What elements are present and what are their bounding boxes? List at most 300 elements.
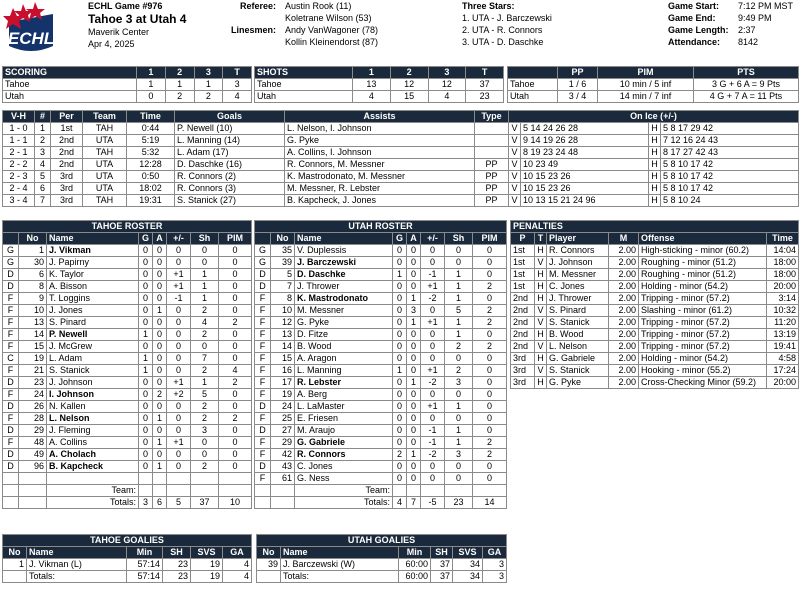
player-position: D bbox=[255, 425, 271, 437]
goalie-svs: 19 bbox=[191, 559, 223, 571]
penalties-title: PENALTIES bbox=[511, 221, 799, 233]
player-shots: 2 bbox=[191, 401, 219, 413]
player-plus-minus: +1 bbox=[421, 365, 445, 377]
total-assists: 6 bbox=[153, 497, 167, 509]
col-header: # bbox=[35, 111, 51, 123]
player-shots: 1 bbox=[191, 377, 219, 389]
player-goals: 0 bbox=[393, 401, 407, 413]
player-shots: 0 bbox=[445, 473, 473, 485]
table-cell: 0:50 bbox=[127, 171, 175, 183]
player-position: F bbox=[255, 353, 271, 365]
table-cell: H bbox=[649, 195, 661, 207]
table-cell: 14 min / 7 inf bbox=[598, 91, 694, 103]
player-goals: 0 bbox=[393, 341, 407, 353]
player-number: 5 bbox=[271, 269, 295, 281]
table-cell: 37 bbox=[466, 79, 504, 91]
player-goals: 1 bbox=[139, 329, 153, 341]
player-assists: 1 bbox=[407, 449, 421, 461]
player-plus-minus: 0 bbox=[167, 257, 191, 269]
table-cell: 1st bbox=[511, 257, 535, 269]
star-1: 1. UTA - J. Barczewski bbox=[462, 13, 552, 23]
player-position: D bbox=[255, 281, 271, 293]
col-header: PIM bbox=[598, 67, 694, 79]
table-row bbox=[508, 91, 799, 103]
info-label: Attendance: bbox=[668, 37, 721, 47]
player-pim: 0 bbox=[473, 329, 507, 341]
player-pim: 0 bbox=[473, 473, 507, 485]
col-header: Min bbox=[127, 547, 163, 559]
table-cell: 5 bbox=[35, 171, 51, 183]
table-cell: 13 bbox=[353, 79, 391, 91]
player-goals: 0 bbox=[139, 401, 153, 413]
player-assists: 0 bbox=[153, 365, 167, 377]
referee-1: Austin Rook (11) bbox=[285, 1, 352, 11]
info-label: Game End: bbox=[668, 13, 716, 23]
player-pim: 0 bbox=[219, 437, 252, 449]
table-cell: V bbox=[509, 123, 521, 135]
col-header: Sh bbox=[191, 233, 219, 245]
table-cell: 12:28 bbox=[127, 159, 175, 171]
roster-row bbox=[255, 449, 507, 461]
roster-row bbox=[3, 329, 252, 341]
table-cell: K. Mastrodonato, M. Messner bbox=[285, 171, 475, 183]
player-pim: 0 bbox=[473, 257, 507, 269]
tahoe-goalies-title: TAHOE GOALIES bbox=[3, 535, 252, 547]
goals-body bbox=[3, 123, 799, 207]
table-row bbox=[3, 147, 799, 159]
player-goals: 0 bbox=[393, 245, 407, 257]
player-goals: 0 bbox=[139, 281, 153, 293]
player-pim: 0 bbox=[219, 245, 252, 257]
player-position: D bbox=[3, 281, 19, 293]
player-assists: 0 bbox=[153, 281, 167, 293]
goals-table bbox=[2, 110, 799, 207]
player-plus-minus: 0 bbox=[421, 473, 445, 485]
table-cell: J. Johnson bbox=[547, 257, 609, 269]
player-position: F bbox=[255, 473, 271, 485]
player-name: M. Araujo bbox=[295, 425, 393, 437]
player-number: 9 bbox=[19, 293, 47, 305]
player-position: D bbox=[255, 269, 271, 281]
player-assists: 0 bbox=[153, 353, 167, 365]
table-cell: Roughing - minor (51.2) bbox=[639, 269, 767, 281]
player-assists: 0 bbox=[153, 377, 167, 389]
player-pim: 2 bbox=[219, 377, 252, 389]
player-shots: 1 bbox=[191, 293, 219, 305]
player-shots: 3 bbox=[445, 377, 473, 389]
player-goals: 0 bbox=[393, 437, 407, 449]
col-header: 1 bbox=[137, 67, 166, 79]
table-cell: V bbox=[535, 257, 547, 269]
player-name: A. Cholach bbox=[47, 449, 139, 461]
player-pim: 2 bbox=[473, 281, 507, 293]
table-cell: 12 bbox=[390, 79, 428, 91]
player-plus-minus: 0 bbox=[167, 365, 191, 377]
col-header: 3 bbox=[428, 67, 466, 79]
player-pim: 0 bbox=[219, 293, 252, 305]
game-date: Apr 4, 2025 bbox=[88, 39, 135, 49]
player-plus-minus: +2 bbox=[167, 389, 191, 401]
player-goals: 0 bbox=[139, 317, 153, 329]
table-cell: 2nd bbox=[51, 147, 83, 159]
table-cell: 5:19 bbox=[127, 135, 175, 147]
roster-row bbox=[3, 461, 252, 473]
player-name: V. Duplessis bbox=[295, 245, 393, 257]
player-pim: 0 bbox=[219, 305, 252, 317]
pp-header bbox=[508, 67, 799, 79]
player-goals: 0 bbox=[393, 389, 407, 401]
empty-cell bbox=[191, 485, 219, 497]
col-header: PIM bbox=[219, 233, 252, 245]
table-cell: J. Thrower bbox=[547, 293, 609, 305]
player-position: F bbox=[3, 329, 19, 341]
player-name: J. Johnson bbox=[47, 377, 139, 389]
col-header: A bbox=[153, 233, 167, 245]
player-name: A. Bisson bbox=[47, 281, 139, 293]
player-assists: 0 bbox=[153, 401, 167, 413]
roster-row bbox=[255, 437, 507, 449]
player-goals: 1 bbox=[139, 365, 153, 377]
player-assists: 0 bbox=[407, 245, 421, 257]
player-goals: 0 bbox=[139, 293, 153, 305]
player-shots: 0 bbox=[445, 245, 473, 257]
player-goals: 0 bbox=[393, 473, 407, 485]
goalie-min: 57:14 bbox=[127, 559, 163, 571]
table-cell: 5 14 24 26 28 bbox=[521, 123, 649, 135]
player-position: D bbox=[255, 461, 271, 473]
table-cell: 2 bbox=[165, 91, 194, 103]
roster-row bbox=[3, 437, 252, 449]
player-name: B. Kapcheck bbox=[47, 461, 139, 473]
empty-cell bbox=[3, 485, 19, 497]
scoring-table bbox=[2, 66, 252, 103]
empty-cell bbox=[255, 497, 271, 509]
col-header: 2 bbox=[390, 67, 428, 79]
table-cell: Cross-Checking Minor (59.2) bbox=[639, 377, 767, 389]
table-cell bbox=[475, 123, 509, 135]
table-cell: 1 - 1 bbox=[3, 135, 35, 147]
goalie-name: J. Barczewski (W) bbox=[281, 559, 399, 571]
roster-row bbox=[3, 473, 252, 485]
player-number: 19 bbox=[19, 353, 47, 365]
table-cell: V bbox=[509, 171, 521, 183]
game-number: ECHL Game #976 bbox=[88, 1, 163, 11]
total-plus-minus: -5 bbox=[421, 497, 445, 509]
svg-text:ECHL: ECHL bbox=[7, 29, 55, 48]
goalie-row bbox=[257, 559, 507, 571]
col-header: No bbox=[19, 233, 47, 245]
table-cell: S. Stanick (27) bbox=[175, 195, 285, 207]
player-position: G bbox=[255, 245, 271, 257]
player-goals: 0 bbox=[393, 257, 407, 269]
table-row bbox=[511, 365, 799, 377]
table-cell: PP bbox=[475, 183, 509, 195]
player-assists: 0 bbox=[407, 389, 421, 401]
table-cell: 2nd bbox=[511, 341, 535, 353]
roster-row bbox=[255, 413, 507, 425]
col-header: Team bbox=[83, 111, 127, 123]
table-cell: 3rd bbox=[51, 183, 83, 195]
table-cell: 4 bbox=[428, 91, 466, 103]
table-cell: R. Connors (2) bbox=[175, 171, 285, 183]
table-cell: 4:58 bbox=[767, 353, 799, 365]
table-cell: H bbox=[535, 329, 547, 341]
player-name: D. Daschke bbox=[295, 269, 393, 281]
player-position: F bbox=[3, 365, 19, 377]
scoring-body bbox=[3, 79, 252, 103]
table-cell: TAH bbox=[83, 147, 127, 159]
player-plus-minus: +1 bbox=[167, 281, 191, 293]
roster-row bbox=[3, 389, 252, 401]
player-position: F bbox=[3, 305, 19, 317]
player-number: 12 bbox=[271, 317, 295, 329]
table-cell: 10:32 bbox=[767, 305, 799, 317]
player-number: 8 bbox=[19, 281, 47, 293]
player-number: 39 bbox=[271, 257, 295, 269]
player-name: A. Collins bbox=[47, 437, 139, 449]
matchup-title: Tahoe 3 at Utah 4 bbox=[88, 12, 187, 26]
table-cell: H bbox=[649, 147, 661, 159]
player-assists: 0 bbox=[407, 401, 421, 413]
player-shots: 1 bbox=[445, 437, 473, 449]
total-shots: 37 bbox=[191, 497, 219, 509]
empty-cell bbox=[19, 473, 47, 485]
player-name: J. Vikman bbox=[47, 245, 139, 257]
player-position: F bbox=[255, 293, 271, 305]
player-plus-minus: 0 bbox=[421, 413, 445, 425]
player-shots: 0 bbox=[191, 245, 219, 257]
player-pim: 2 bbox=[473, 305, 507, 317]
player-name: J. McGrew bbox=[47, 341, 139, 353]
player-shots: 1 bbox=[445, 401, 473, 413]
player-pim: 0 bbox=[473, 413, 507, 425]
tahoe-roster-title: TAHOE ROSTER bbox=[3, 221, 252, 233]
player-assists: 0 bbox=[153, 425, 167, 437]
table-cell: 19:31 bbox=[127, 195, 175, 207]
total-plus-minus: 5 bbox=[167, 497, 191, 509]
table-cell: V bbox=[535, 365, 547, 377]
player-number: 42 bbox=[271, 449, 295, 461]
player-number: 6 bbox=[19, 269, 47, 281]
totals-label: Totals: bbox=[27, 571, 127, 583]
total-min: 57:14 bbox=[127, 571, 163, 583]
player-shots: 0 bbox=[191, 437, 219, 449]
shots-table bbox=[254, 66, 504, 103]
utah-goalies-title: UTAH GOALIES bbox=[257, 535, 507, 547]
player-number: 49 bbox=[19, 449, 47, 461]
player-name: A. Berg bbox=[295, 389, 393, 401]
table-cell: Utah bbox=[3, 91, 137, 103]
player-shots: 0 bbox=[445, 461, 473, 473]
table-cell: H bbox=[535, 269, 547, 281]
player-name: G. Gabriele bbox=[295, 437, 393, 449]
player-number: 24 bbox=[19, 389, 47, 401]
player-pim: 2 bbox=[473, 437, 507, 449]
player-plus-minus: -2 bbox=[421, 449, 445, 461]
goalie-totals-row bbox=[257, 571, 507, 583]
table-cell: 23 bbox=[466, 91, 504, 103]
player-name: J. Thrower bbox=[295, 281, 393, 293]
player-assists: 1 bbox=[407, 377, 421, 389]
table-cell: H bbox=[649, 171, 661, 183]
empty-cell bbox=[139, 485, 153, 497]
player-name: G. Pyke bbox=[295, 317, 393, 329]
col-header: GA bbox=[223, 547, 252, 559]
player-assists: 0 bbox=[153, 269, 167, 281]
roster-row bbox=[3, 353, 252, 365]
player-goals: 0 bbox=[139, 377, 153, 389]
table-cell: B. Wood bbox=[547, 329, 609, 341]
col-header: Player bbox=[547, 233, 609, 245]
player-position: F bbox=[3, 341, 19, 353]
player-pim: 0 bbox=[219, 389, 252, 401]
roster-row bbox=[255, 353, 507, 365]
player-shots: 2 bbox=[191, 329, 219, 341]
table-cell: M. Messner bbox=[547, 269, 609, 281]
utah-roster-table bbox=[254, 220, 507, 509]
player-name: S. Pinard bbox=[47, 317, 139, 329]
player-pim: 0 bbox=[219, 269, 252, 281]
player-name: N. Kallen bbox=[47, 401, 139, 413]
table-cell: Slashing - minor (61.2) bbox=[639, 305, 767, 317]
player-number: 13 bbox=[271, 329, 295, 341]
player-goals: 0 bbox=[393, 281, 407, 293]
player-number: 26 bbox=[19, 401, 47, 413]
player-plus-minus: +1 bbox=[167, 437, 191, 449]
player-pim: 0 bbox=[473, 353, 507, 365]
totals-label: Totals: bbox=[47, 497, 139, 509]
player-position: F bbox=[255, 389, 271, 401]
table-cell: 9 14 19 26 28 bbox=[521, 135, 649, 147]
player-number: 16 bbox=[271, 365, 295, 377]
table-cell: L. Nelson bbox=[547, 341, 609, 353]
total-svs: 19 bbox=[191, 571, 223, 583]
player-goals: 1 bbox=[393, 269, 407, 281]
player-name: G. Ness bbox=[295, 473, 393, 485]
total-sh: 23 bbox=[163, 571, 191, 583]
empty-cell bbox=[271, 485, 295, 497]
col-header bbox=[3, 233, 19, 245]
roster-row bbox=[3, 425, 252, 437]
pp-table bbox=[507, 66, 799, 103]
col-header: Name bbox=[295, 233, 393, 245]
player-shots: 2 bbox=[191, 365, 219, 377]
player-number: 10 bbox=[19, 305, 47, 317]
col-header: SHOTS bbox=[255, 67, 353, 79]
col-header: Time bbox=[127, 111, 175, 123]
table-cell: 2nd bbox=[511, 317, 535, 329]
player-pim: 0 bbox=[219, 425, 252, 437]
table-cell: V bbox=[509, 135, 521, 147]
col-header: +/- bbox=[421, 233, 445, 245]
roster-row bbox=[255, 269, 507, 281]
table-cell bbox=[475, 135, 509, 147]
player-position: G bbox=[255, 257, 271, 269]
player-name: T. Loggins bbox=[47, 293, 139, 305]
player-assists: 3 bbox=[407, 305, 421, 317]
player-assists: 0 bbox=[407, 473, 421, 485]
table-cell bbox=[475, 147, 509, 159]
table-cell: A. Collins, I. Johnson bbox=[285, 147, 475, 159]
table-cell: 3 / 4 bbox=[558, 91, 598, 103]
table-cell: 7 bbox=[35, 195, 51, 207]
table-cell: 19:41 bbox=[767, 341, 799, 353]
col-header: Name bbox=[281, 547, 399, 559]
player-goals: 1 bbox=[139, 353, 153, 365]
empty-cell bbox=[167, 485, 191, 497]
table-cell: M. Messner, R. Lebster bbox=[285, 183, 475, 195]
player-assists: 0 bbox=[153, 449, 167, 461]
table-cell: 10 15 23 26 bbox=[521, 171, 649, 183]
goalie-number: 1 bbox=[3, 559, 27, 571]
col-header: PP bbox=[558, 67, 598, 79]
player-name: L. LaMaster bbox=[295, 401, 393, 413]
player-shots: 2 bbox=[445, 341, 473, 353]
roster-row bbox=[3, 281, 252, 293]
goalie-svs: 34 bbox=[453, 559, 483, 571]
player-number: 29 bbox=[19, 425, 47, 437]
player-pim: 2 bbox=[473, 317, 507, 329]
table-row bbox=[511, 257, 799, 269]
col-header: Type bbox=[475, 111, 509, 123]
player-position: F bbox=[255, 449, 271, 461]
player-position: F bbox=[255, 317, 271, 329]
player-plus-minus: -2 bbox=[421, 377, 445, 389]
table-cell: H bbox=[535, 353, 547, 365]
player-plus-minus: 0 bbox=[421, 341, 445, 353]
roster-row bbox=[3, 365, 252, 377]
empty-cell bbox=[255, 485, 271, 497]
col-header bbox=[508, 67, 558, 79]
table-cell: 14:04 bbox=[767, 245, 799, 257]
player-assists: 0 bbox=[153, 257, 167, 269]
player-name: I. Johnson bbox=[47, 389, 139, 401]
player-number: 96 bbox=[19, 461, 47, 473]
player-pim: 0 bbox=[219, 257, 252, 269]
player-shots: 0 bbox=[191, 257, 219, 269]
table-cell: 2 - 2 bbox=[3, 159, 35, 171]
player-goals: 0 bbox=[393, 413, 407, 425]
table-cell: 3rd bbox=[511, 353, 535, 365]
player-shots: 7 bbox=[191, 353, 219, 365]
player-pim: 4 bbox=[219, 365, 252, 377]
player-shots: 4 bbox=[191, 317, 219, 329]
player-goals: 0 bbox=[393, 329, 407, 341]
table-cell: 2nd bbox=[511, 305, 535, 317]
table-row bbox=[511, 329, 799, 341]
player-position: G bbox=[3, 257, 19, 269]
roster-row bbox=[255, 293, 507, 305]
col-header: SH bbox=[163, 547, 191, 559]
table-cell: 2 bbox=[194, 91, 223, 103]
player-assists: 0 bbox=[407, 425, 421, 437]
table-row bbox=[508, 79, 799, 91]
table-cell: Hooking - minor (55.2) bbox=[639, 365, 767, 377]
linesman-1: Andy VanWagoner (78) bbox=[285, 25, 379, 35]
player-shots: 1 bbox=[445, 269, 473, 281]
player-plus-minus: 0 bbox=[421, 245, 445, 257]
table-cell: 5 8 10 24 bbox=[661, 195, 799, 207]
total-pim: 10 bbox=[219, 497, 252, 509]
player-plus-minus: 0 bbox=[421, 329, 445, 341]
col-header bbox=[255, 233, 271, 245]
goalie-min: 60:00 bbox=[399, 559, 431, 571]
roster-row bbox=[255, 281, 507, 293]
table-cell: 6 bbox=[35, 183, 51, 195]
player-name: S. Stanick bbox=[47, 365, 139, 377]
player-name: L. Nelson bbox=[47, 413, 139, 425]
table-cell: 18:00 bbox=[767, 269, 799, 281]
